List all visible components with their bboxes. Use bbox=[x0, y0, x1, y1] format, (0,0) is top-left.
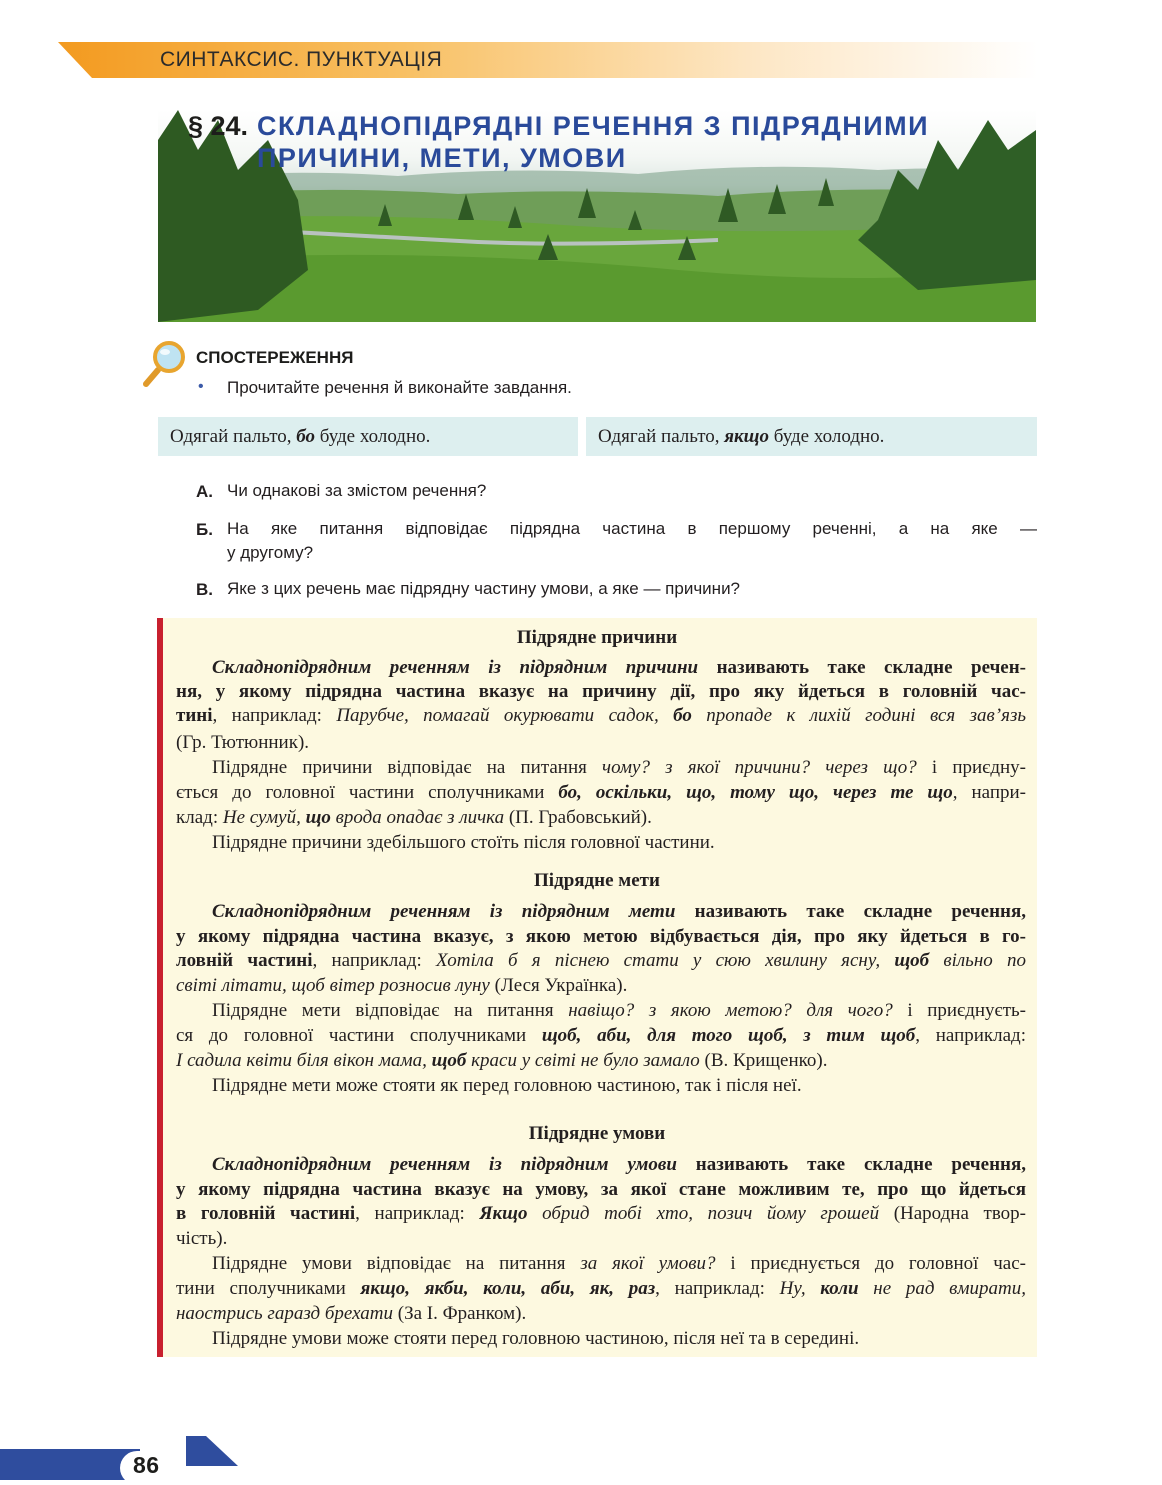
bullet: • bbox=[198, 378, 204, 395]
text-line: ється до головної частини сполучниками бо, оскільки, що, тому що, через те що, напри- bbox=[176, 782, 1027, 803]
text-line: у якому підрядна частина вказує, з якою метою відбувається дія, про яку йдеться в го- bbox=[176, 926, 1026, 947]
text-line: І садила квіти біля вікон мама, щоб краси у світі не було замало (В. Крищенко). bbox=[176, 1050, 828, 1071]
example-text: буде холодно. bbox=[769, 426, 885, 447]
footer-arrow-icon bbox=[186, 1436, 242, 1476]
text-line: Складнопідрядним реченням із підрядним причини називають таке складне речен- bbox=[212, 657, 1026, 678]
observation-heading: СПОСТЕРЕЖЕННЯ bbox=[196, 348, 354, 367]
example-text: буде холодно. bbox=[315, 426, 431, 447]
paragraph-title-line1: СКЛАДНОПІДРЯДНІ РЕЧЕННЯ З ПІДРЯДНИМИ bbox=[257, 111, 930, 141]
text-line: у якому підрядна частина вказує на умову, за якої стане можливим те, про що йдеться bbox=[176, 1179, 1026, 1200]
text-line: ня, у якому підрядна частина вказує на причину дії, про яку йдеться в головній час- bbox=[176, 681, 1026, 702]
heading-purpose: Підрядне мети bbox=[534, 870, 660, 891]
text-line: ся до головної частини сполучниками щоб, аби, для того щоб, з тим щоб, наприклад: bbox=[176, 1025, 1026, 1046]
text-line: Підрядне мети може стояти як перед головною частиною, так і після неї. bbox=[212, 1075, 802, 1096]
text-line: клад: Не сумуй, що врода опадає з личка (П. Грабовський). bbox=[176, 807, 652, 828]
text-line: чість). bbox=[176, 1228, 228, 1249]
text-line: Підрядне причини відповідає на питання чому? з якої причини? через що? і приєдну- bbox=[212, 757, 1026, 778]
observation-instruction: Прочитайте речення й виконайте завдання. bbox=[227, 378, 572, 397]
question-letter: Б. bbox=[196, 520, 213, 539]
question-text: у другому? bbox=[227, 543, 314, 562]
example-sentence-2 bbox=[586, 417, 1037, 456]
example-sentence-1 bbox=[158, 417, 578, 456]
text-line: Підрядне умови може стояти перед головною частиною, після неї та в середині. bbox=[212, 1328, 860, 1349]
text-line: Підрядне причини здебільшого стоїть після головної частини. bbox=[212, 832, 715, 853]
text-line: тині, наприклад: Парубче, помагай окурювати садок, бо пропаде к лихій годині вся зав’язь bbox=[176, 705, 1026, 726]
text-line: світі літати, щоб вітер розносив луну (Леся Українка). bbox=[176, 975, 628, 996]
heading-condition: Підрядне умови bbox=[528, 1123, 666, 1144]
magnifier-icon bbox=[142, 340, 188, 388]
heading-cause: Підрядне причини bbox=[516, 627, 678, 648]
text-line: в головній частині, наприклад: Якщо обрид тобі хто, позич йому грошей (Народна твор- bbox=[176, 1203, 1026, 1224]
example-text: Одягай пальто, bbox=[598, 426, 725, 447]
text-line: ловній частині, наприклад: Хотіла б я піснею стати у сюю хвилину ясну, щоб вільно по bbox=[176, 950, 1026, 971]
paragraph-title-line2: ПРИЧИНИ, МЕТИ, УМОВИ bbox=[257, 143, 627, 173]
question-text: Чи однакові за змістом речення? bbox=[227, 481, 487, 500]
question-letter: В. bbox=[196, 580, 213, 599]
text-line: Складнопідрядним реченням із підрядним мети називають таке складне речення, bbox=[212, 901, 1026, 922]
page-number: 86 bbox=[133, 1452, 160, 1478]
text-line: Підрядне умови відповідає на питання за якої умови? і приєднується до головної час- bbox=[212, 1253, 1026, 1274]
example-conjunction: бо bbox=[296, 426, 315, 447]
text-line: тини сполучниками якщо, якби, коли, аби, як, раз, наприклад: Ну, коли не рад вмирати, bbox=[176, 1278, 1026, 1299]
text-line: Складнопідрядним реченням із підрядним умови називають таке складне речення, bbox=[212, 1154, 1026, 1175]
example-text: Одягай пальто, bbox=[170, 426, 297, 447]
example-conjunction: якщо bbox=[724, 426, 770, 447]
paragraph-number: § 24. bbox=[188, 111, 249, 141]
question-letter: А. bbox=[196, 482, 213, 501]
question-text: На яке питання відповідає підрядна частина в першому реченні, а на яке — bbox=[227, 519, 1037, 538]
question-text: Яке з цих речень має підрядну частину умови, а яке — причини? bbox=[227, 579, 741, 598]
footer-band bbox=[0, 1449, 140, 1480]
text-line: наострись гаразд брехати (За І. Франком). bbox=[176, 1303, 527, 1324]
text-line: Підрядне мети відповідає на питання навіщо? з якою метою? для чого? і приєднуєть- bbox=[212, 1000, 1026, 1021]
text-line: (Гр. Тютюнник). bbox=[176, 732, 310, 753]
section-title: СИНТАКСИС. ПУНКТУАЦІЯ bbox=[160, 48, 443, 71]
